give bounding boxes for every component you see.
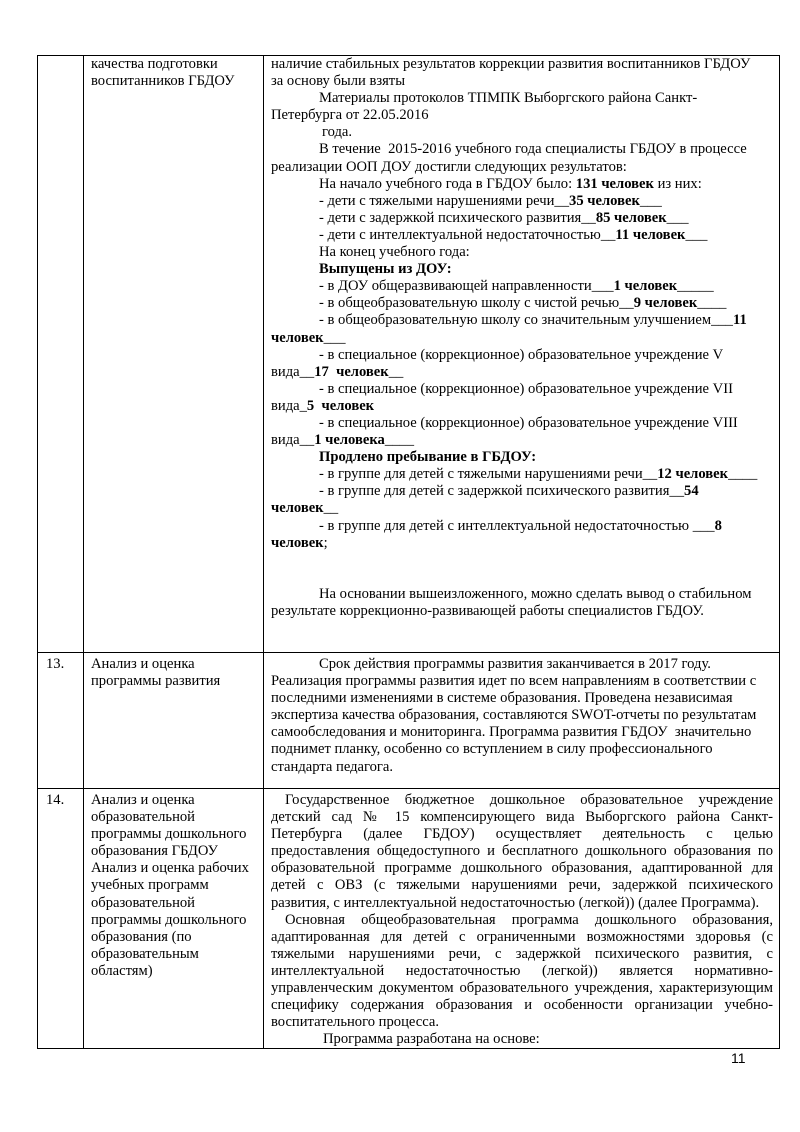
- content-cell: [264, 56, 780, 653]
- content-line: детский сад № 15 компенсирующего вида Выборгского района Санкт-: [271, 809, 773, 826]
- content-line: [271, 176, 773, 193]
- topic-line: образовательной: [91, 809, 195, 826]
- content-line: [271, 295, 773, 312]
- topic-line: образования (по: [91, 928, 192, 945]
- bold-count: 5 человек: [306, 397, 375, 414]
- content-line: [271, 500, 773, 517]
- content-line: за основу были взяты: [271, 73, 405, 90]
- content-line: [271, 193, 773, 210]
- topic-line: воспитанников ГБДОУ: [91, 73, 235, 90]
- content-line: Петербурга (далее ГБДОУ) осуществляет деятельность с целью: [271, 826, 773, 843]
- line-text: _____: [677, 278, 714, 295]
- line-text: - дети с задержкой психического развития__: [319, 209, 596, 226]
- line-text: ___: [323, 329, 346, 346]
- line-text: ____: [728, 466, 758, 483]
- content-line: [271, 278, 773, 295]
- content-line: Срок действия программы развития заканчивается в 2017 году.: [319, 656, 711, 672]
- row-number: [38, 653, 84, 789]
- row-number-text: 13.: [46, 656, 65, 672]
- content-line: образовательной программе дошкольного образования, адаптированной для: [271, 860, 773, 877]
- topic-line: качества подготовки: [91, 56, 218, 72]
- line-text: - в ДОУ общеразвивающей направленности___: [319, 278, 614, 295]
- bold-count: человек: [271, 534, 324, 551]
- line-text: вида_: [271, 397, 307, 414]
- section-heading-text: Продлено пребывание в ГБДОУ:: [319, 449, 537, 466]
- bold-count: 8: [714, 517, 722, 534]
- bold-count: человек: [271, 500, 324, 517]
- section-heading: [271, 261, 773, 278]
- row-number: [38, 789, 84, 1049]
- content-line: реализации ООП ДОУ достигли следующих результатов:: [271, 158, 627, 175]
- content-line: специфику содержания образования и особенности организации учебно-: [271, 997, 773, 1014]
- content-line: предоставления общедоступного и бесплатного дошкольного образования по: [271, 843, 773, 860]
- content-line: - в специальное (коррекционное) образовательное учреждение VIII: [319, 414, 738, 431]
- content-line: управленческим документом образовательного учреждения, характеризующим: [271, 980, 773, 997]
- table-row-13: [38, 653, 780, 789]
- line-text: На начало учебного года в ГБДОУ было:: [319, 175, 576, 192]
- line-text: вида__: [271, 363, 315, 380]
- topic-line: образования ГБДОУ: [91, 843, 218, 860]
- bold-count: 11 человек: [615, 226, 686, 243]
- line-text: - в группе для детей с тяжелыми нарушениями речи__: [319, 466, 658, 483]
- content-cell: [264, 789, 780, 1049]
- bold-count: 12 человек: [657, 466, 729, 483]
- content-line: последними изменениями в системе образования. Проведена независимая: [271, 690, 733, 707]
- topic-line: Анализ и оценка рабочих: [91, 860, 249, 877]
- line-text: - в группе для детей с интеллектуальной недостаточностью ___: [319, 517, 715, 534]
- bold-count: 1 человека: [314, 432, 385, 449]
- content-line: [271, 330, 773, 347]
- content-line: [271, 312, 773, 329]
- line-text: - в общеобразовательную школу с чистой речью__: [319, 295, 634, 312]
- line-text: ____: [697, 295, 727, 312]
- content-line: развития, с интеллектуальной недостаточностью (легкой)) (далее Программа).: [271, 894, 760, 911]
- line-text: ___: [666, 209, 689, 226]
- topic-line: образовательным: [91, 945, 199, 962]
- content-line: [271, 364, 773, 381]
- table-row-14: [38, 789, 780, 1049]
- content-line: [271, 535, 773, 552]
- line-text: ____: [384, 432, 415, 449]
- line-text: __: [388, 363, 404, 380]
- content-line: Государственное бюджетное дошкольное образовательное учреждение: [285, 792, 773, 808]
- topic-line: программы развития: [91, 673, 221, 690]
- blank-line: [271, 569, 773, 586]
- row-number: [38, 56, 84, 653]
- content-line: экспертиза качества образования, составляются SWOT-отчеты по результатам: [271, 707, 757, 724]
- bold-count: 17 человек: [314, 363, 389, 380]
- page-number: 11: [731, 1050, 746, 1066]
- table-row-continuation: [38, 56, 780, 653]
- bold-count: 35 человек: [569, 192, 640, 209]
- content-line: адаптированная для детей с ограниченными возможностями здоровья (с: [271, 928, 773, 945]
- line-text: из них:: [653, 175, 702, 192]
- topic-line: Анализ и оценка: [91, 656, 195, 672]
- section-heading: [271, 449, 773, 466]
- content-line: [271, 398, 773, 415]
- topic-line: программы дошкольного: [91, 911, 247, 928]
- line-text: ___: [639, 192, 662, 209]
- content-line: тяжелыми нарушениями речи, с задержкой психического развития, с: [271, 945, 773, 962]
- content-line: года.: [322, 124, 353, 141]
- content-line: воспитательного процесса.: [271, 1014, 439, 1031]
- content-line: Материалы протоколов ТПМПК Выборгского района Санкт-: [319, 90, 698, 107]
- topic-line: областям): [91, 962, 153, 979]
- line-text: - дети с интеллектуальной недостаточностью__: [319, 226, 616, 243]
- content-line: [271, 227, 773, 244]
- report-table: [37, 55, 780, 1049]
- line-text: - в общеобразовательную школу со значительным улучшением___: [319, 312, 733, 329]
- topic-cell: [84, 789, 264, 1049]
- content-line: [271, 210, 773, 227]
- content-line: детей с ОВЗ (с тяжелыми нарушениями речи, задержкой психического: [271, 877, 773, 894]
- bold-count: 85 человек: [595, 209, 667, 226]
- line-text: - в группе для детей с задержкой психического развития__: [319, 483, 685, 500]
- content-cell: [264, 653, 780, 789]
- row-number-text: 14.: [46, 792, 65, 808]
- topic-line: учебных программ: [91, 877, 209, 894]
- content-line: [271, 518, 773, 535]
- content-line: Программа разработана на основе:: [323, 1031, 540, 1048]
- bold-count: 9 человек: [633, 295, 698, 312]
- content-line: поднимет планку, особенно со вступлением в силу профессионального: [271, 741, 713, 758]
- content-line: стандарта педагога.: [271, 758, 394, 775]
- bold-count: 54: [684, 483, 699, 500]
- content-line: - в специальное (коррекционное) образовательное учреждение V: [319, 346, 724, 363]
- content-line: [271, 483, 773, 500]
- content-line: результате коррекционно-развивающей работы специалистов ГБДОУ.: [271, 603, 704, 619]
- content-line: На основании вышеизложенного, можно сделать вывод о стабильном: [319, 585, 752, 602]
- content-line: Реализация программы развития идет по всем направлениям в соответствии с: [271, 673, 757, 690]
- content-line: наличие стабильных результатов коррекции развития воспитанников ГБДОУ: [271, 56, 751, 72]
- line-text: ___: [685, 226, 708, 243]
- blank-line: [271, 552, 773, 569]
- content-line: интеллектуальной недостаточностью (легкой)) является нормативно-: [271, 962, 773, 979]
- content-line: Петербурга от 22.05.2016: [271, 107, 429, 124]
- topic-cell: [84, 56, 264, 653]
- content-line: [271, 466, 773, 483]
- line-text: __: [323, 500, 339, 517]
- topic-line: Анализ и оценка: [91, 792, 195, 808]
- topic-line: образовательной: [91, 894, 195, 911]
- line-text: - дети с тяжелыми нарушениями речи__: [319, 192, 570, 209]
- content-line: [271, 432, 773, 449]
- bold-count: человек: [271, 329, 324, 346]
- bold-count: 131 человек: [575, 175, 654, 192]
- topic-cell: [84, 653, 264, 789]
- line-text: ;: [323, 534, 328, 551]
- bold-count: 1 человек: [613, 278, 678, 295]
- section-heading-text: Выпущены из ДОУ:: [319, 261, 452, 278]
- content-line: На конец учебного года:: [319, 244, 470, 261]
- content-line: Основная общеобразовательная программа дошкольного образования,: [285, 911, 773, 928]
- line-text: вида__: [271, 432, 315, 449]
- content-line: - в специальное (коррекционное) образовательное учреждение VII: [319, 380, 733, 397]
- topic-line: программы дошкольного: [91, 826, 247, 843]
- content-line: самообследования и мониторинга. Программа развития ГБДОУ значительно: [271, 724, 752, 741]
- bold-count: 11: [732, 312, 747, 329]
- content-line: В течение 2015-2016 учебного года специалисты ГБДОУ в процессе: [319, 141, 747, 158]
